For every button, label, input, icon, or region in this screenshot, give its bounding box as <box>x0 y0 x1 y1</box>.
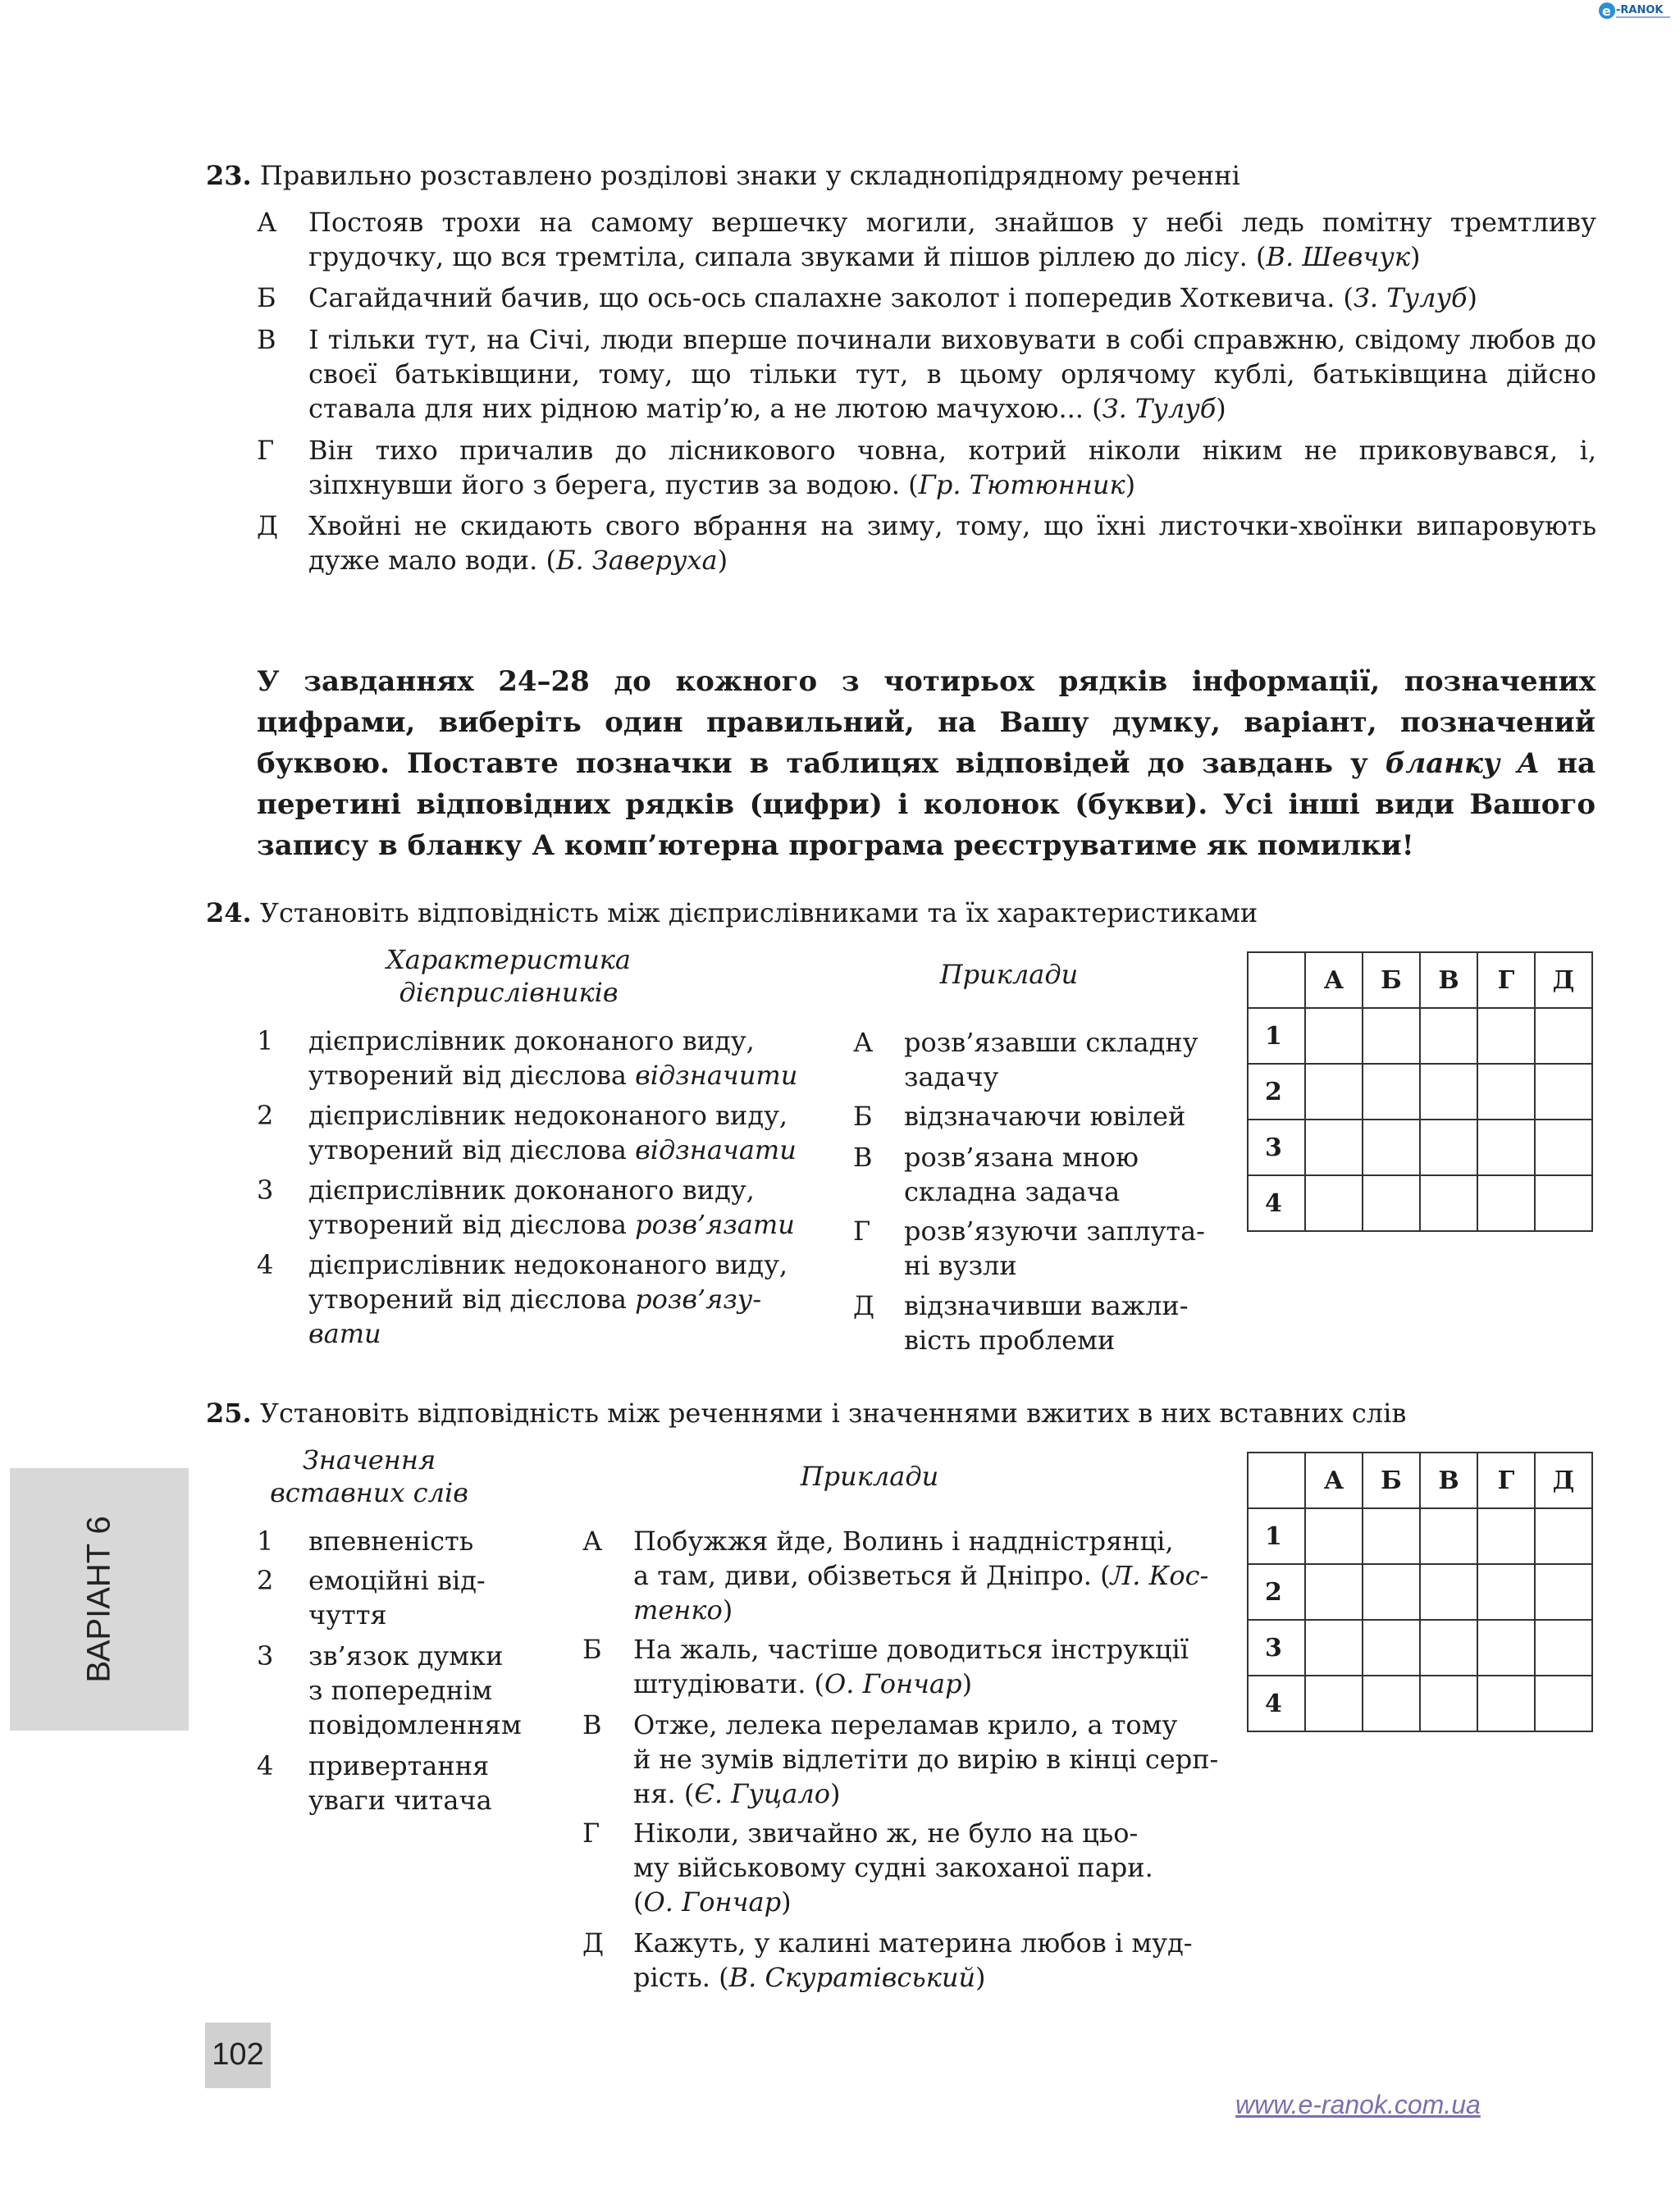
answer-row-header: 3 <box>1248 1120 1305 1175</box>
q24-example-d: відзначивши важли- вість проблеми <box>904 1290 1189 1356</box>
answer-cell[interactable] <box>1420 1564 1477 1620</box>
q25-title: Установіть відповідність між реченнями і значеннями вжитих в них вставних слів <box>259 1398 1407 1429</box>
q25-example-letter: В <box>582 1709 602 1740</box>
answer-cell[interactable] <box>1420 1676 1477 1731</box>
q25-example-a: Побужжя йде, Волинь і наддністрянці, а там, диви, обізветься й Дніпро. (Л. Кос- тенко) <box>633 1526 1209 1626</box>
answer-column-header: Д <box>1535 1453 1592 1508</box>
answer-row-header: 4 <box>1248 1676 1305 1731</box>
q25-item-3: зв’язок думки з попереднім повідомленням <box>308 1640 522 1740</box>
answer-cell[interactable] <box>1477 1175 1535 1231</box>
answer-row-header: 2 <box>1248 1064 1305 1120</box>
answer-cell[interactable] <box>1477 1564 1535 1620</box>
answer-cell[interactable] <box>1477 1064 1535 1120</box>
q24-left-header: Характеристика дієприслівників <box>386 944 631 1008</box>
variant-label: ВАРІАНТ 6 <box>80 1516 117 1683</box>
answer-cell[interactable] <box>1420 1508 1477 1564</box>
q24-item-number: 1 <box>257 1025 274 1056</box>
answer-column-header: В <box>1420 1453 1477 1508</box>
q25-item-2: емоційні від- чуття <box>308 1565 486 1630</box>
q24-item-1: дієприслівник доконаного виду, утворений від дієслова відзначити <box>308 1025 798 1091</box>
q23-title: Правильно розставлено розділові знаки у складнопідрядному реченні <box>259 160 1240 191</box>
q24-example-b: відзначаючи ювілей <box>904 1101 1186 1132</box>
answer-cell[interactable] <box>1420 1008 1477 1064</box>
answer-cell[interactable] <box>1477 1620 1535 1676</box>
q25-item-1: впевненість <box>308 1526 474 1557</box>
q23-option-letter: В <box>257 324 276 355</box>
q23-heading <box>206 158 1240 193</box>
q25-heading <box>206 1396 1406 1430</box>
answer-cell[interactable] <box>1305 1620 1363 1676</box>
answer-column-header: Г <box>1477 1453 1535 1508</box>
q25-example-letter: Б <box>582 1634 602 1665</box>
answer-cell[interactable] <box>1535 1064 1592 1120</box>
q24-item-number: 4 <box>257 1249 274 1280</box>
q23-option-v: І тільки тут, на Січі, люди вперше починали виховувати в собі справжню, свідому любов до своєї батьківщини, тому, що тільки тут, в цьому орлячому кублі, батьківщина дійсно ставала для них рідною матір’ю, а не лютою мачухою... (З. Тулуб) <box>308 324 1596 424</box>
q25-item-number: 3 <box>257 1640 274 1672</box>
answer-row-header: 3 <box>1248 1620 1305 1676</box>
q25-number: 25. <box>206 1398 252 1429</box>
answer-cell[interactable] <box>1363 1120 1420 1175</box>
q24-item-2: дієприслівник недоконаного виду, утворений від дієслова відзначати <box>308 1100 797 1165</box>
q25-example-letter: А <box>582 1526 603 1557</box>
q24-title: Установіть відповідність між дієприслівниками та їх характеристиками <box>259 897 1258 928</box>
answer-column-header: В <box>1420 952 1477 1008</box>
variant-side-tab <box>10 1468 189 1731</box>
q25-example-letter: Д <box>582 1927 605 1959</box>
q24-right-header: Приклади <box>939 959 1079 990</box>
publisher-logo <box>1598 0 1673 21</box>
answer-cell[interactable] <box>1363 1676 1420 1731</box>
answer-cell[interactable] <box>1535 1120 1592 1175</box>
answer-cell[interactable] <box>1477 1508 1535 1564</box>
q23-option-h: Він тихо причалив до лісникового човна, котрий ніколи ніким не приковувався, і, зіпхнувши його з берега, пустив за водою. (Гр. Тютюнник) <box>308 435 1596 500</box>
answer-cell[interactable] <box>1535 1676 1592 1731</box>
q23-option-letter: А <box>257 207 277 238</box>
q23-option-a: Постояв трохи на самому вершечку могили, знайшов у небі ледь помітну тремтливу грудочку, що вся тремтіла, сипала звуками й пішов ріллею до лісу. (В. Шевчук) <box>308 207 1596 272</box>
q25-example-h: Ніколи, звичайно ж, не було на цьо- му військовому судні закоханої пари. (О. Гончар) <box>633 1817 1153 1918</box>
answer-cell[interactable] <box>1420 1120 1477 1175</box>
answer-row-header: 1 <box>1248 1008 1305 1064</box>
answer-cell[interactable] <box>1477 1676 1535 1731</box>
answer-cell[interactable] <box>1477 1008 1535 1064</box>
answer-cell[interactable] <box>1477 1120 1535 1175</box>
answer-row-header: 4 <box>1248 1175 1305 1231</box>
q24-example-letter: Б <box>853 1101 873 1132</box>
answer-cell[interactable] <box>1305 1120 1363 1175</box>
answer-table-corner <box>1248 952 1305 1008</box>
answer-table-corner <box>1248 1453 1305 1508</box>
answer-cell[interactable] <box>1420 1620 1477 1676</box>
q25-answer-table <box>1247 1452 1593 1732</box>
q25-item-number: 1 <box>257 1526 274 1557</box>
answer-row-header: 1 <box>1248 1508 1305 1564</box>
answer-column-header: Д <box>1535 952 1592 1008</box>
answer-cell[interactable] <box>1305 1508 1363 1564</box>
q24-item-4: дієприслівник недоконаного виду, утворений від дієслова розв’язу- вати <box>308 1249 788 1349</box>
page-number-box <box>205 2023 271 2088</box>
answer-row-header: 2 <box>1248 1564 1305 1620</box>
answer-column-header: А <box>1305 952 1363 1008</box>
q25-item-number: 4 <box>257 1750 274 1781</box>
answer-cell[interactable] <box>1420 1064 1477 1120</box>
q24-number: 24. <box>206 897 252 928</box>
q24-example-a: розв’язавши складну задачу <box>904 1027 1198 1092</box>
q25-left-header: Значення вставних слів <box>270 1444 468 1508</box>
q24-example-v: розв’язана мною складна задача <box>904 1142 1139 1207</box>
q24-item-3: дієприслівник доконаного виду, утворений від дієслова розв’язати <box>308 1174 795 1240</box>
q24-example-h: розв’язуючи заплута- ні вузли <box>904 1215 1205 1281</box>
answer-cell[interactable] <box>1535 1175 1592 1231</box>
q24-example-letter: В <box>853 1142 873 1173</box>
answer-cell[interactable] <box>1363 1564 1420 1620</box>
answer-cell[interactable] <box>1535 1620 1592 1676</box>
q24-item-number: 3 <box>257 1174 274 1206</box>
footer-link[interactable]: www.e-ranok.com.ua <box>1235 2090 1481 2119</box>
q23-option-d: Хвойні не скидають свого вбрання на зиму, тому, що їхні листочки-хвоїнки випаровують дуже мало води. (Б. Заверуха) <box>308 510 1596 576</box>
answer-cell[interactable] <box>1363 1175 1420 1231</box>
instruction-block: У завданнях 24–28 до кожного з чотирьох рядків інформації, позначених цифрами, виберіть один правильний, на Вашу думку, варіант, позначений буквою. Поставте позначки в таблицях відповідей до завдань у бланку А на перетині відповідних рядків (цифри) і колонок (букви). Усі інші види Вашого запису в бланку А комп’ютерна програма реєструватиме як помилки! <box>257 665 1596 862</box>
q25-example-b: На жаль, частіше доводиться інструкції штудіювати. (О. Гончар) <box>633 1634 1189 1699</box>
q24-answer-table <box>1247 951 1593 1232</box>
page-number: 102 <box>212 2037 264 2072</box>
q24-example-letter: Г <box>853 1215 871 1247</box>
answer-cell[interactable] <box>1535 1508 1592 1564</box>
answer-column-header: Г <box>1477 952 1535 1008</box>
svg-text:-RANOK: -RANOK <box>1616 4 1664 16</box>
answer-cell[interactable] <box>1363 1064 1420 1120</box>
q23-option-letter: Д <box>257 510 279 541</box>
q23-number: 23. <box>206 160 252 191</box>
q25-example-d: Кажуть, у калині материна любов і муд- рість. (В. Скуратівський) <box>633 1927 1193 1993</box>
q23-option-letter: Г <box>257 435 275 466</box>
answer-column-header: Б <box>1363 1453 1420 1508</box>
answer-column-header: А <box>1305 1453 1363 1508</box>
q25-right-header: Приклади <box>800 1461 939 1492</box>
q24-item-number: 2 <box>257 1100 274 1131</box>
answer-cell[interactable] <box>1363 1620 1420 1676</box>
answer-cell[interactable] <box>1363 1508 1420 1564</box>
q24-example-letter: Д <box>853 1290 875 1321</box>
answer-cell[interactable] <box>1420 1175 1477 1231</box>
q25-item-4: привертання уваги читача <box>308 1750 492 1816</box>
q23-option-letter: Б <box>257 282 276 313</box>
q24-heading <box>206 896 1258 930</box>
answer-cell[interactable] <box>1305 1564 1363 1620</box>
answer-cell[interactable] <box>1535 1564 1592 1620</box>
answer-cell[interactable] <box>1305 1008 1363 1064</box>
answer-cell[interactable] <box>1305 1676 1363 1731</box>
q25-example-letter: Г <box>582 1817 600 1849</box>
q25-example-v: Отже, лелека переламав крило, а тому й не зумів відлетіти до вирію в кінці серп- ня. (Є. Гуцало) <box>633 1709 1219 1809</box>
answer-cell[interactable] <box>1305 1175 1363 1231</box>
answer-cell[interactable] <box>1305 1064 1363 1120</box>
q23-option-b: Сагайдачний бачив, що ось-ось спалахне заколот і попередив Хоткевича. (З. Тулуб) <box>308 282 1478 313</box>
answer-cell[interactable] <box>1363 1008 1420 1064</box>
q24-example-letter: А <box>853 1027 874 1058</box>
q25-item-number: 2 <box>257 1565 274 1596</box>
answer-cell[interactable] <box>1535 1008 1592 1064</box>
svg-text:e: e <box>1602 3 1611 19</box>
answer-column-header: Б <box>1363 952 1420 1008</box>
